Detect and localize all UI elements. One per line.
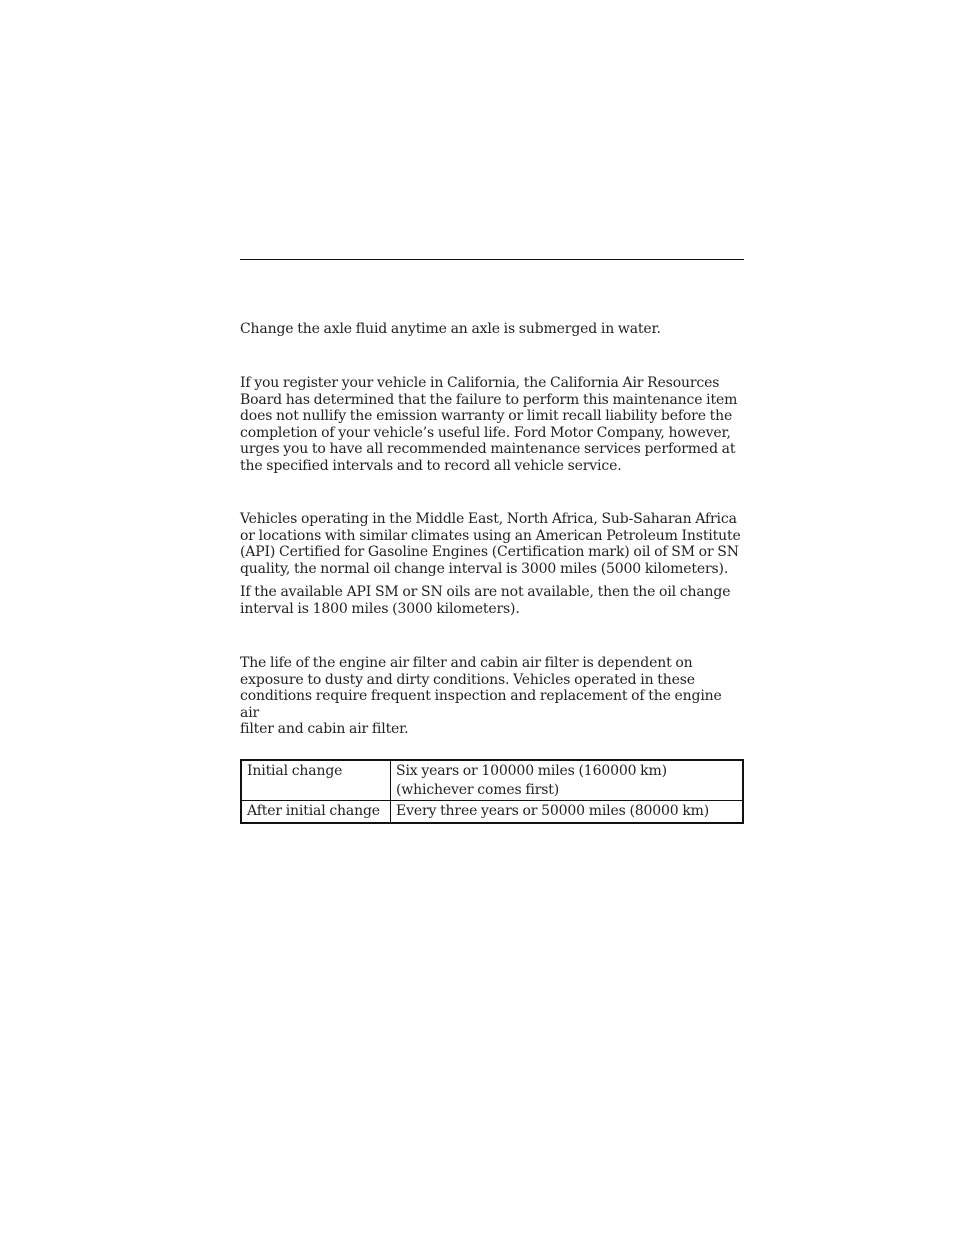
change-interval-table [240,759,744,824]
header-rule [240,259,744,260]
california-paragraph: If you register your vehicle in California, the California Air Resources Board has determined that the failure to perform this maintenance item does not nullify the emission warranty or limit recall liability before the completion of your vehicle’s useful life. Ford Motor Company, however, urges you to have all recommended maintenance services performed at the specified intervals and to record all vehicle service. [240,375,738,474]
table-row [241,760,743,801]
table-cell-label: After initial change [241,801,391,823]
oil-availability-paragraph: If the available API SM or SN oils are not available, then the oil change interval is 1800 miles (3000 kilometers). [240,584,731,617]
middle-east-oil-paragraph: Vehicles operating in the Middle East, North Africa, Sub-Saharan Africa or locations with similar climates using an American Petroleum Institute (API) Certified for Gasoline Engines (Certification mark) oil of SM or SN quality, the normal oil change interval is 3000 miles (5000 kilometers). [240,511,741,577]
table-cell-value: Six years or 100000 miles (160000 km) (whichever comes first) [391,760,744,801]
axle-fluid-paragraph: Change the axle fluid anytime an axle is submerged in water. [240,321,661,337]
air-filter-paragraph: The life of the engine air filter and cabin air filter is dependent on exposure to dusty and dirty conditions. Vehicles operated in these conditions require frequent inspection and replacement of the engine air filter and cabin air filter. [240,655,722,737]
table-cell-value: Every three years or 50000 miles (80000 km) [391,801,744,823]
table-cell-label: Initial change [241,760,391,801]
table-row [241,801,743,823]
